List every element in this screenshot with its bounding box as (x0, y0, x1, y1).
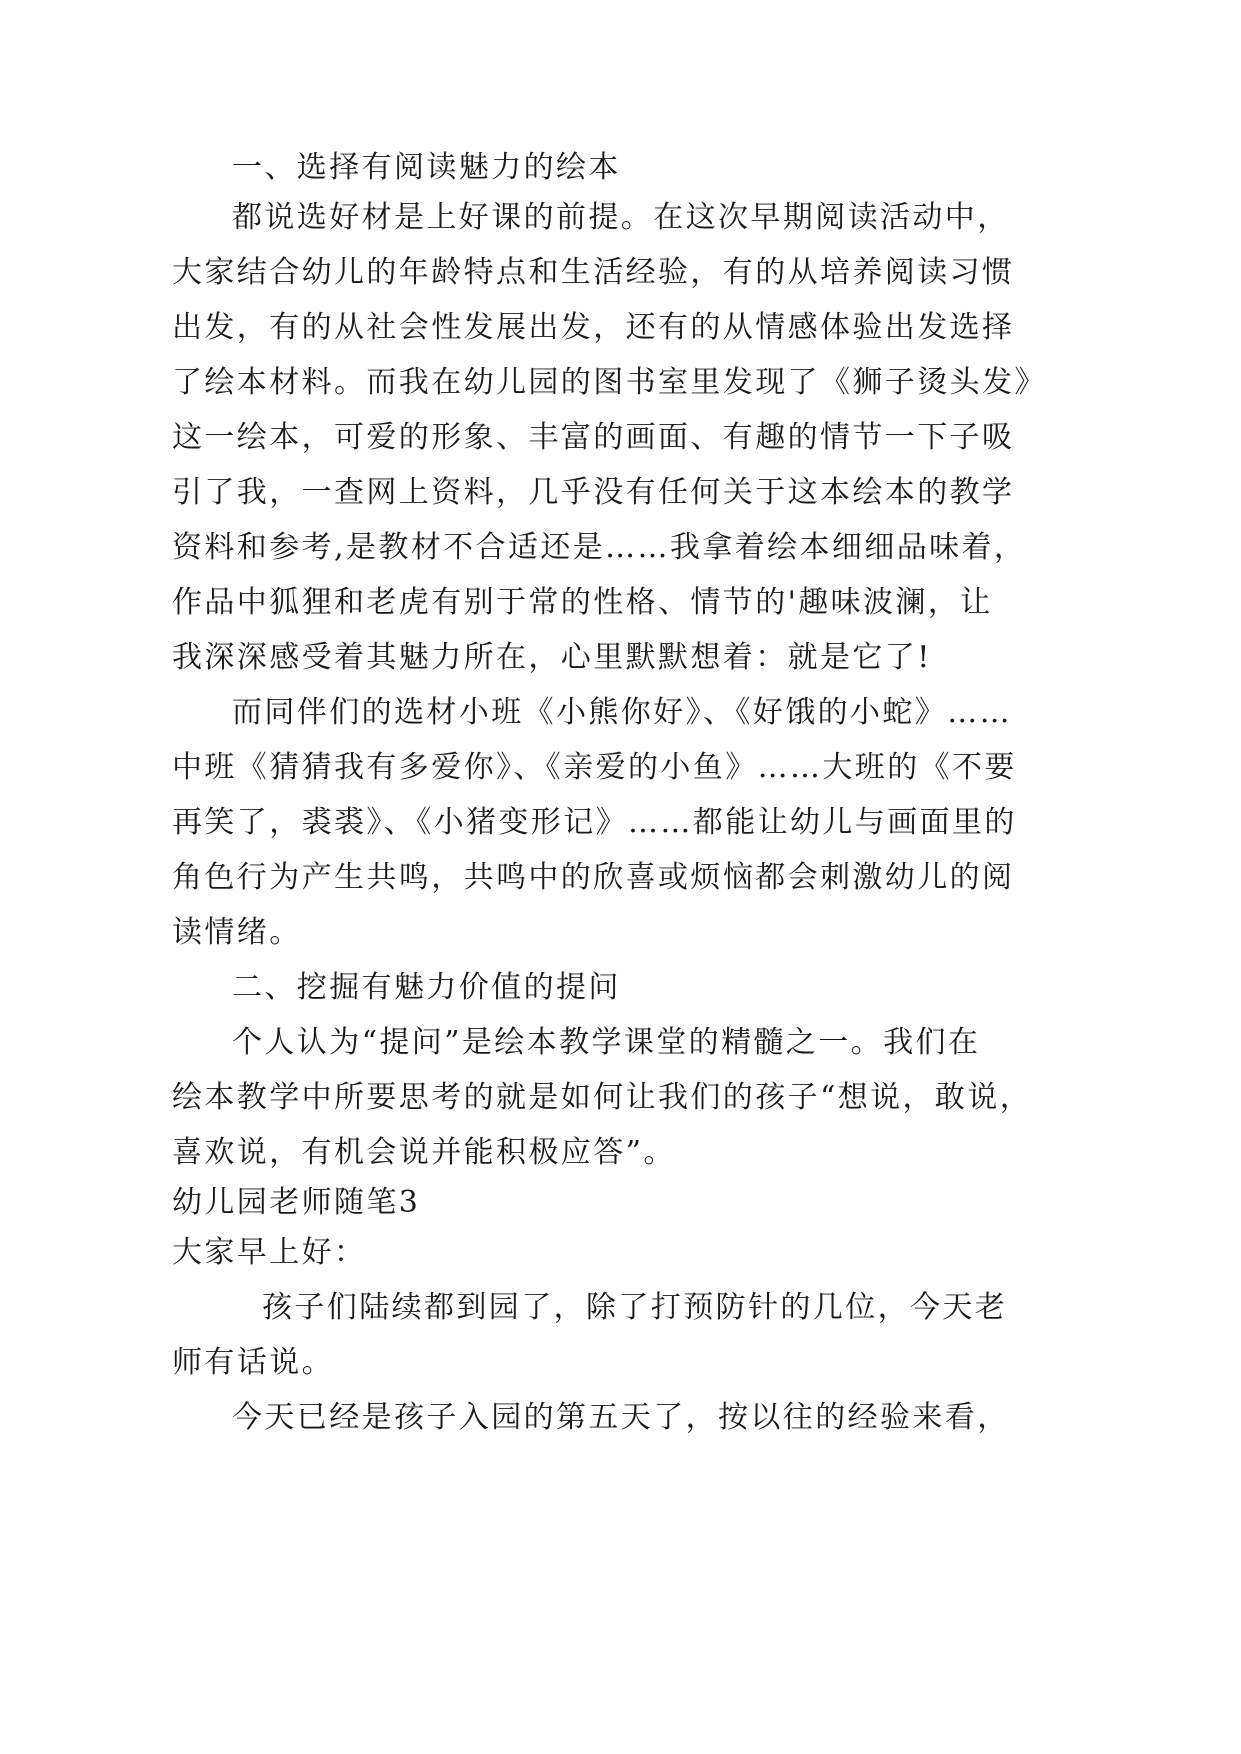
paragraph-line: 个人认为“提问”是绘本教学课堂的精髓之一。我们在 (232, 1025, 981, 1060)
paragraph-line: 喜欢说，有机会说并能积极应答”。 (172, 1135, 676, 1170)
greeting-line: 大家早上好： (172, 1235, 367, 1270)
paragraph-line: 师有话说。 (172, 1345, 334, 1380)
paragraph-line: 而同伴们的选材小班《小熊你好》、《好饿的小蛇》…… (232, 695, 1012, 730)
paragraph-line: 这一绘本，可爱的形象、丰富的画面、有趣的情节一下子吸 (172, 420, 1015, 455)
paragraph-line: 大家结合幼儿的年龄特点和生活经验，有的从培养阅读习惯 (172, 255, 1015, 290)
paragraph-line: 我深深感受着其魅力所在，心里默默想着：就是它了! (172, 640, 932, 675)
paragraph-line: 今天已经是孩子入园的第五天了，按以往的经验来看， (232, 1400, 1010, 1435)
paragraph-line: 都说选好材是上好课的前提。在这次早期阅读活动中， (232, 200, 1010, 235)
paragraph-line: 孩子们陆续都到园了，除了打预防针的几位，今天老 (262, 1290, 1008, 1325)
paragraph-line: 作品中狐狸和老虎有别于常的性格、情节的'趣味波澜，让 (172, 585, 993, 620)
paragraph-line: 引了我，一查网上资料，几乎没有任何关于这本绘本的教学 (172, 475, 1015, 510)
paragraph-line: 绘本教学中所要思考的就是如何让我们的孩子“想说，敢说， (172, 1080, 1033, 1115)
paragraph-line: 中班《猜猜我有多爱你》、《亲爱的小鱼》……大班的《不要 (172, 750, 1017, 785)
paragraph-line: 读情绪。 (172, 915, 302, 950)
paragraph-line: 资料和参考,是教材不合适还是……我拿着绘本细细品味着， (172, 530, 1027, 565)
section-heading-1: 一、选择有阅读魅力的绘本 (232, 150, 621, 185)
section-heading-2: 二、挖掘有魅力价值的提问 (232, 970, 621, 1005)
paragraph-line: 角色行为产生共鸣，共鸣中的欣喜或烦恼都会刺激幼儿的阅 (172, 860, 1015, 895)
article-title: 幼儿园老师随笔3 (172, 1185, 421, 1220)
paragraph-line: 了绘本材料。而我在幼儿园的图书室里发现了《狮子烫头发》 (172, 365, 1047, 400)
paragraph-line: 再笑了，裘裘》、《小猪变形记》……都能让幼儿与画面里的 (172, 805, 1017, 840)
paragraph-line: 出发，有的从社会性发展出发，还有的从情感体验出发选择 (172, 310, 1015, 345)
